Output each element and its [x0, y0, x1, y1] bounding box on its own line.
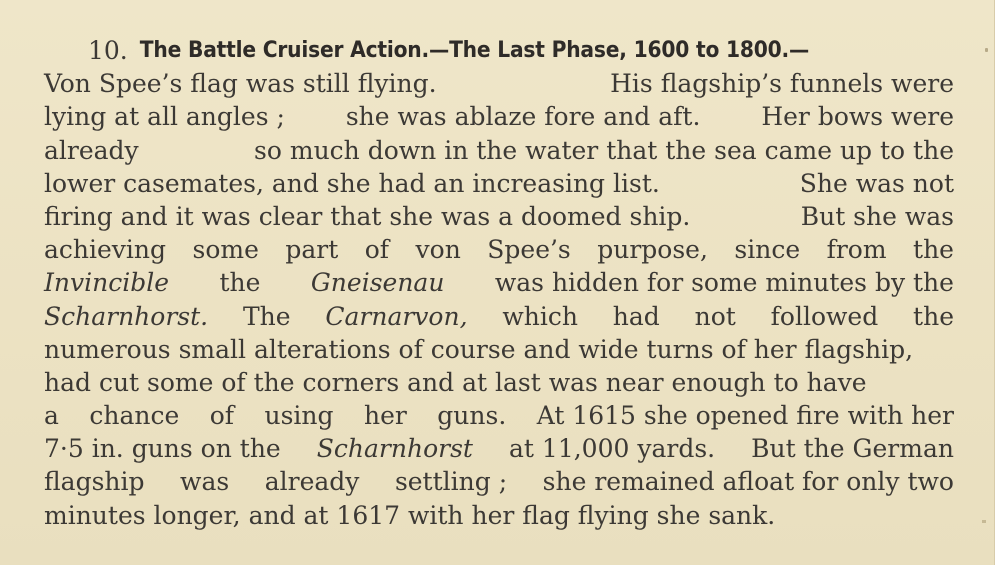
word: followed — [770, 301, 879, 331]
text-line — [44, 134, 954, 167]
ship-name-scharnhorst: Scharnhorst. — [44, 301, 209, 331]
word: of — [209, 401, 235, 431]
word: guns. — [437, 401, 507, 431]
word: part — [285, 235, 339, 265]
text-line — [44, 200, 954, 233]
text-segment: minutes longer, and at 1617 with her flag flying she sank. — [44, 500, 776, 530]
word: purpose, — [597, 235, 708, 265]
text-segment: But the German — [751, 434, 954, 464]
word: chance — [89, 401, 180, 431]
text-segment: numerous small alterations of course and wide turns of her flagship, — [44, 334, 914, 364]
ship-name-carnarvon: Carnarvon, — [325, 301, 468, 331]
text-segment: Von Spee’s flag was still flying. — [44, 69, 437, 99]
word: von — [415, 235, 461, 265]
page-mark — [982, 520, 986, 523]
word: using — [264, 401, 334, 431]
word: the — [219, 268, 261, 298]
text-line — [44, 100, 954, 133]
text-segment: at 11,000 yards. — [509, 434, 716, 464]
text-segment: she was ablaze fore and aft. — [345, 102, 701, 132]
heading-dash: — — [429, 37, 450, 63]
ship-name-scharnhorst: Scharnhorst — [316, 434, 473, 464]
text-segment: His flagship’s funnels were — [610, 69, 954, 99]
word: flagship — [44, 467, 145, 497]
word: not — [694, 301, 736, 331]
text-line — [44, 465, 954, 498]
word: a — [44, 401, 59, 431]
word: settling ; — [394, 467, 508, 497]
text-line — [44, 266, 954, 299]
paragraph-heading: The Battle Cruiser Action. — [139, 37, 429, 63]
paragraph-10 — [44, 34, 954, 532]
heading-dash: — — [789, 37, 810, 63]
ship-name-gneisenau: Gneisenau — [310, 268, 445, 298]
page-mark — [985, 48, 988, 52]
text-line — [44, 233, 954, 266]
paragraph-subheading: The Last Phase, 1600 to 1800. — [449, 37, 790, 63]
text-segment: At 1615 she opened fire with her — [536, 401, 954, 431]
text-line — [44, 67, 954, 100]
ship-name-invincible: Invincible — [44, 268, 169, 298]
text-segment: firing and it was clear that she was a doomed ship. — [44, 201, 691, 231]
text-segment: she remained afloat for only two — [542, 467, 954, 497]
word: The — [242, 301, 291, 331]
word: since — [734, 235, 801, 265]
text-line — [44, 366, 954, 399]
text-segment: already — [44, 135, 139, 165]
text-line — [44, 432, 954, 465]
text-segment: lower casemates, and she had an increasing list. — [44, 168, 660, 198]
text-line — [44, 499, 954, 532]
word: of — [364, 235, 390, 265]
word: already — [264, 467, 360, 497]
word: had — [612, 301, 660, 331]
text-segment: But she was — [800, 201, 954, 231]
text-segment: 7·5 in. guns on the — [44, 434, 281, 464]
word: her — [363, 401, 407, 431]
word: the — [913, 301, 954, 331]
text-line — [44, 333, 954, 366]
text-line — [44, 300, 954, 333]
word: from — [826, 235, 887, 265]
text-line — [44, 167, 954, 200]
text-segment: had cut some of the corners and at last was near enough to have — [44, 367, 867, 397]
text-segment: Her bows were — [761, 102, 954, 132]
text-segment: was hidden for some minutes by the — [494, 268, 954, 298]
word: was — [180, 467, 230, 497]
paragraph-number: 10. — [88, 36, 128, 65]
word: Spee’s — [487, 235, 571, 265]
word: achieving — [44, 235, 167, 265]
word: which — [502, 301, 578, 331]
text-line — [44, 399, 954, 432]
text-segment: so much down in the water that the sea came up to the — [254, 135, 954, 165]
text-segment: lying at all angles ; — [44, 102, 285, 132]
text-segment: She was not — [799, 168, 954, 198]
word: some — [192, 235, 259, 265]
word: the — [913, 235, 954, 265]
paragraph-heading-line — [44, 34, 954, 67]
